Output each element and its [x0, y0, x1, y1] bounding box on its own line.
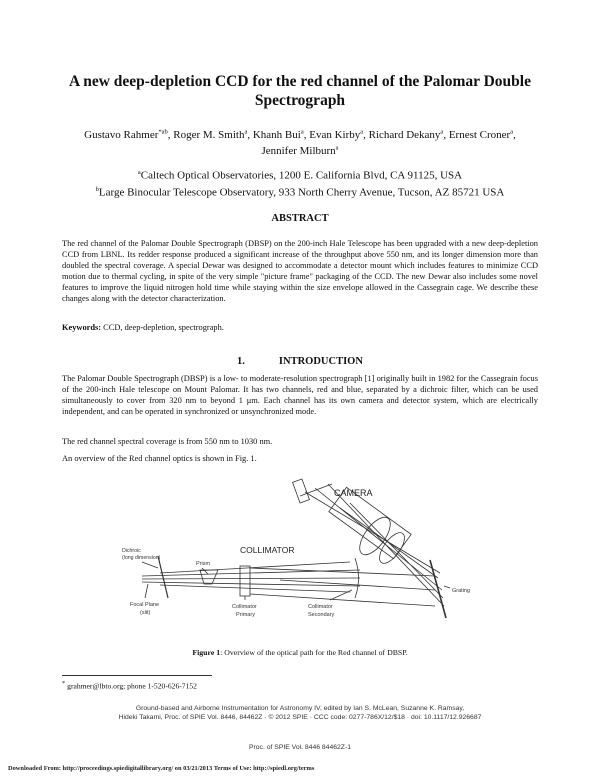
abstract-text: The red channel of the Palomar Double Spectrograph (DBSP) on the 200-inch Hale Telescope has been upgraded with a new deep-depletion CCD from LBNL. Its redder response produced a significant increase of the throughput above 550 nm, and its longer dimension more than doubled the spectral coverage. A special Dewar was designed to accommodate a detector mount which includes features to minimize CCD motion due to thermal cycling, in spite of the very simple "picture frame" packaging of the CCD. The new Dewar also includes some novel features to improve the liquid nitrogen hold time while staying within the size envelope allowed in the Cassegrain cage. We describe these changes along with the detector characterization.: [62, 239, 538, 303]
affiliations: [30, 166, 570, 199]
dichroic-plate: [158, 556, 168, 598]
affiliation: $^a$Caltech Optical Observatories, 1200 E. California Blvd, CA 91125, USA: [137, 169, 463, 182]
footnote: * grahmer@lbto.org; phone 1-520-626-7152: [62, 680, 197, 691]
camera-label: CAMERA: [334, 488, 373, 498]
collimator-primary-label-sub: Primary: [236, 612, 255, 618]
intro-paragraph: The red channel spectral coverage is from 550 nm to 1030 nm.: [62, 437, 273, 446]
intro-paragraph: An overview of the Red channel optics is shown in Fig. 1.: [62, 454, 257, 463]
intro-paragraph: The Palomar Double Spectrograph (DBSP) is a low- to moderate-resolution spectrograph [1] originally built in 1982 for the Cassegrain focus of the 200-inch Hale telescope on Mount Palomar. It has two channels, red and blue, separated by a dichroic filter, which can be used simultaneously to cover from 320 nm to beyond 1 μm. Each channel has its own camera and detector system, which are electrically independent, and can be operated in synchronized or unsynchronized mode.: [62, 374, 538, 416]
focal-plane-label: Focal Plane: [130, 602, 160, 608]
abstract-heading: ABSTRACT: [271, 213, 329, 224]
paper-title: A new deep-depletion CCD for the red channel of the Palomar Double Spectrograph: [69, 73, 531, 109]
collimator-primary-shape: [240, 566, 250, 596]
author: Gustavo Rahmer$^{*ab}$,: [84, 128, 174, 141]
collimator-secondary-label: Collimator: [308, 604, 333, 610]
prism-shape: [200, 570, 218, 584]
citation-block: [62, 704, 538, 722]
author: Roger M. Smith$^a$,: [173, 128, 253, 141]
author: Jennifer Milburn$^a$: [261, 144, 339, 158]
focal-plane-label-sub: (slit): [140, 610, 151, 616]
author: Evan Kirby$^a$,: [309, 128, 369, 141]
collimator-secondary-label-sub: Secondary: [308, 612, 335, 618]
collimator-label: COLLIMATOR: [240, 545, 295, 555]
footnote-rule: [62, 675, 212, 676]
author: Khanh Bui$^a$,: [252, 128, 310, 141]
download-notice: Downloaded From: http://proceedings.spiedigitallibrary.org/ on 03/21/2013 Terms of Use: http://spiedl.org/terms: [8, 765, 315, 772]
keywords: Keywords: CCD, deep-depletion, spectrograph.: [62, 323, 224, 332]
optical-path-diagram: [100, 478, 520, 638]
figure-caption: Figure 1: Overview of the optical path for the Red channel of DBSP.: [192, 648, 408, 657]
collimator-primary-label: Collimator: [232, 604, 257, 610]
citation-line: Hideki Takami, Proc. of SPIE Vol. 8446, 84462Z · © 2012 SPIE · CCC code: 0277-786X/12/$18 · doi: 10.1117/12.926687: [118, 714, 482, 721]
affiliation: $^b$Large Binocular Telescope Observatory, 933 North Cherry Avenue, Tucson, AZ 85721 USA: [95, 185, 505, 199]
author: Richard Dekany$^a$,: [368, 128, 449, 141]
dichroic-label-sub: (long dimension): [122, 555, 161, 561]
citation-line: Ground-based and Airborne Instrumentation for Astronomy IV, edited by Ian S. McLean, Suzanne K. Ramsay,: [135, 705, 465, 712]
page-number: Proc. of SPIE Vol. 8446 84462Z-1: [248, 744, 352, 751]
section-heading: 1. INTRODUCTION: [237, 356, 363, 367]
grating-label: Grating: [452, 588, 471, 594]
prism-label: Prism: [196, 561, 211, 567]
author: Ernest Croner$^a$,: [448, 128, 516, 141]
author-list: [30, 125, 570, 158]
dichroic-label: Dichroic: [122, 548, 141, 554]
